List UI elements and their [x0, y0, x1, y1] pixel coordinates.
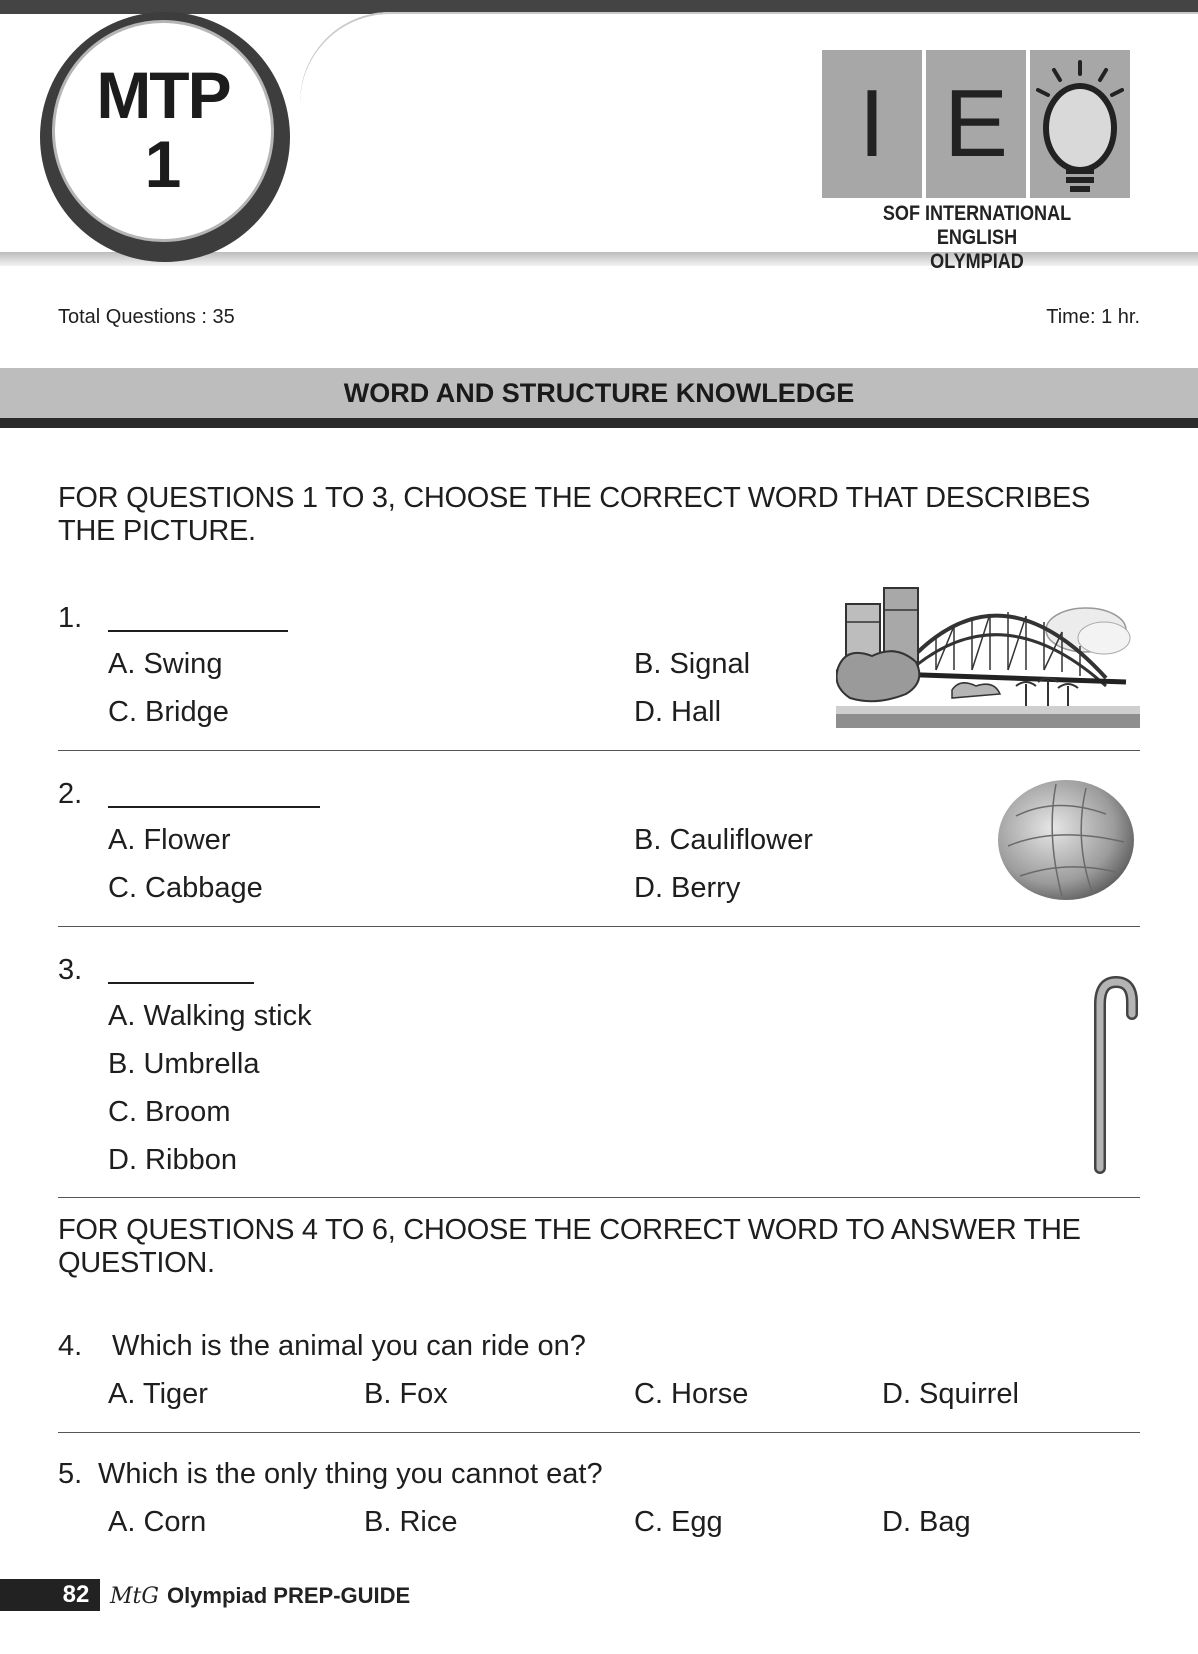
question-5-number: 5. [58, 1458, 83, 1490]
instructions-part1: FOR QUESTIONS 1 TO 3, CHOOSE THE CORRECT WORD THAT DESCRIBES THE PICTURE. [58, 482, 1091, 547]
question-4-option-a: A. Tiger [108, 1378, 208, 1410]
question-2-number: 2. [58, 778, 83, 810]
cabbage-illustration [996, 776, 1136, 904]
question-1-blank [108, 630, 288, 632]
question-1-number: 1. [58, 602, 83, 634]
question-3-option-a: A. Walking stick [108, 1000, 312, 1032]
question-4-text: Which is the animal you can ride on? [112, 1330, 586, 1362]
question-2-blank [108, 806, 320, 808]
question-5-option-a: A. Corn [108, 1506, 207, 1538]
mtp-badge [52, 20, 274, 242]
total-questions: Total Questions : 35 [58, 306, 235, 328]
question-4-option-d: D. Squirrel [882, 1378, 1019, 1410]
question-3-option-c: C. Broom [108, 1096, 231, 1128]
logo-bulb-box [1030, 50, 1130, 198]
bridge-illustration [836, 582, 1140, 728]
logo-letter-i: I [822, 50, 922, 198]
question-1-option-d: D. Hall [634, 696, 722, 728]
question-2-option-b: B. Cauliflower [634, 824, 813, 856]
page-number: 82 [62, 1581, 90, 1608]
question-4-number: 4. [58, 1330, 83, 1362]
question-1-option-c: C. Bridge [108, 696, 229, 728]
question-5-option-d: D. Bag [882, 1506, 971, 1538]
question-divider-4 [58, 1432, 1140, 1433]
time-limit: Time: 1 hr. [1046, 306, 1140, 328]
mtp-badge-number: 1 [144, 126, 182, 201]
question-1-option-b: B. Signal [634, 648, 751, 680]
logo-subtitle-line2: OLYMPIAD [930, 250, 1024, 273]
question-divider-3 [58, 1197, 1140, 1198]
footer-brand [110, 1580, 410, 1612]
question-5-text: Which is the only thing you cannot eat? [98, 1458, 603, 1490]
book-title: Olympiad PREP-GUIDE [166, 1583, 411, 1608]
question-1-option-a: A. Swing [108, 648, 223, 680]
question-divider-2 [58, 926, 1140, 927]
question-divider-1 [58, 750, 1140, 751]
question-2-option-c: C. Cabbage [108, 872, 263, 904]
question-4-option-b: B. Fox [364, 1378, 448, 1410]
question-3-option-d: D. Ribbon [108, 1144, 237, 1176]
question-3-option-b: B. Umbrella [108, 1048, 260, 1080]
lightbulb-icon [1030, 60, 1130, 200]
question-5-option-b: B. Rice [364, 1506, 458, 1538]
logo-subtitle [844, 202, 1111, 274]
question-2-option-d: D. Berry [634, 872, 741, 904]
publisher-logo: MtG [110, 1584, 159, 1609]
question-3-number: 3. [58, 954, 83, 986]
logo-letter-e: E [926, 50, 1026, 198]
question-2-option-a: A. Flower [108, 824, 231, 856]
instructions-part2: FOR QUESTIONS 4 TO 6, CHOOSE THE CORRECT WORD TO ANSWER THE QUESTION. [58, 1214, 1081, 1279]
ieo-logo [822, 50, 1132, 273]
walking-stick-illustration [1080, 974, 1140, 1174]
logo-subtitle-line1: SOF INTERNATIONAL ENGLISH [882, 202, 1072, 249]
section-title: WORD AND STRUCTURE KNOWLEDGE [0, 368, 1198, 418]
question-4-option-c: C. Horse [634, 1378, 749, 1410]
mtp-badge-title: MTP [96, 57, 230, 132]
question-3-blank [108, 982, 254, 984]
question-5-option-c: C. Egg [634, 1506, 723, 1538]
section-underline [0, 418, 1198, 428]
